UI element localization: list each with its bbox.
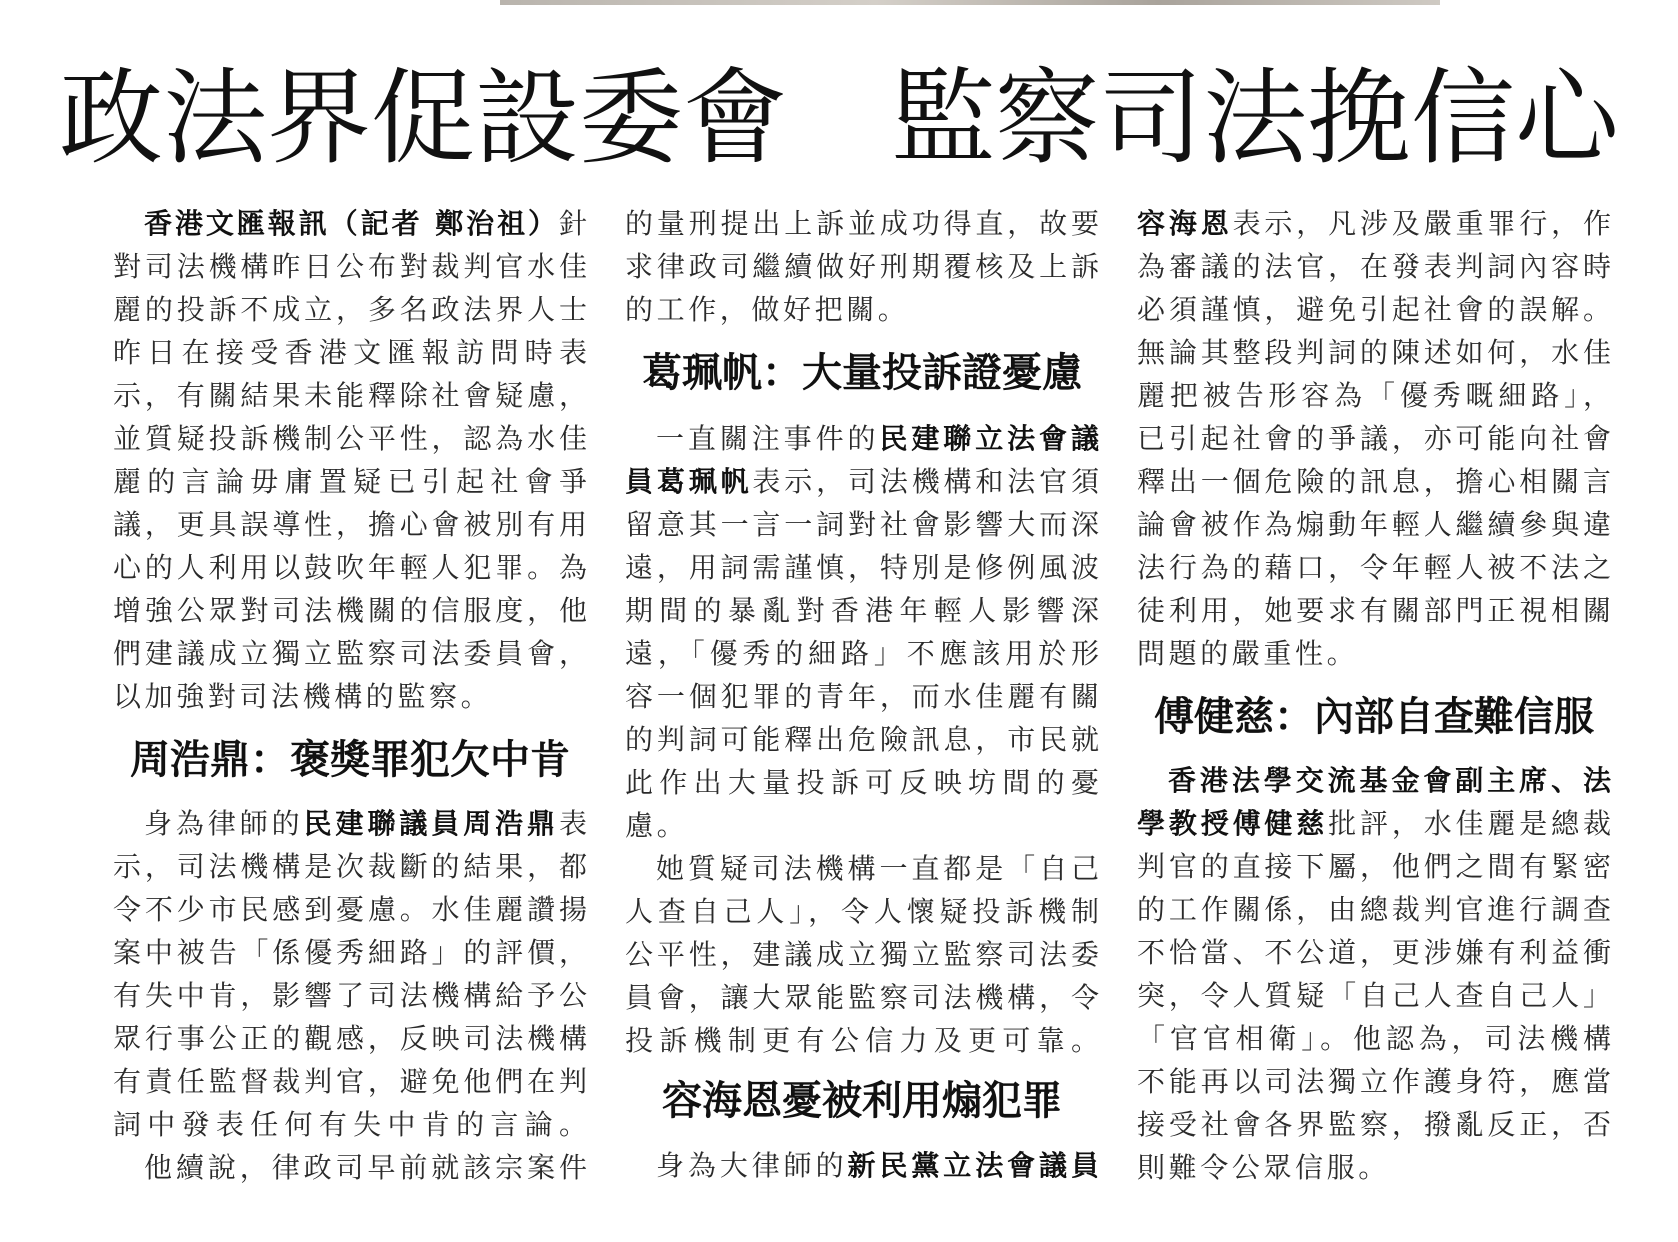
text-line [1137,931,1611,974]
text-line [113,845,587,888]
text-line [625,718,1099,761]
bold-name-text: 民建聯議員周浩鼎 [303,807,559,840]
bold-name-text: 容海恩 [1137,207,1233,240]
text-line [625,245,1099,288]
text-line [625,804,1099,847]
paragraph [625,202,1099,331]
text-line [625,202,1099,245]
text-line [113,1146,587,1189]
text-line [1137,1060,1611,1103]
body-text: 麗的投訴不成立，多名政法界人士 [113,293,587,326]
body-text: 們建議成立獨立監察司法委員會， [113,637,587,670]
body-text: 容一個犯罪的青年，而水佳麗有關 [625,680,1099,713]
text-line [1137,460,1611,503]
body-text: 求律政司繼續做好刑期覆核及上訴 [625,250,1099,283]
body-text: 示，司法機構是次裁斷的結果，都 [113,850,587,883]
text-line [1137,802,1611,845]
photo-strip [500,0,1440,5]
text-line [625,890,1099,933]
body-text: 昨日在接受香港文匯報訪問時表 [113,336,587,369]
body-text: 增強公眾對司法機關的信服度，他 [113,594,587,627]
text-line [625,632,1099,675]
text-line [113,288,587,331]
subheading: 容海恩憂被利用煽犯罪 [662,1078,1062,1124]
text-line [1137,417,1611,460]
body-text: 問題的嚴重性。 [1137,637,1359,670]
headline: 政法界促設委會 監察司法挽信心 [58,57,1619,179]
text-line [113,974,587,1017]
text-line [1137,1103,1611,1146]
paragraph [1137,202,1611,675]
body-text: 示，有關結果未能釋除社會疑慮， [113,379,587,412]
body-text: 詞中發表任何有失中肯的言論。 [113,1108,587,1141]
paragraph [1137,759,1611,1189]
body-text: 麗的言論毋庸置疑已引起社會爭 [113,465,587,498]
text-line [625,761,1099,804]
bold-name-text: 香港法學交流基金會副主席、法 [1168,764,1611,797]
body-text: 投訴機制更有公信力及更可靠。 [625,1024,1099,1057]
text-line [625,1144,1099,1187]
body-text: 表 [558,807,587,840]
text-line [113,331,587,374]
text-line [1137,1146,1611,1189]
text-line [113,802,587,845]
body-text: 論會被作為煽動年輕人繼續參與違 [1137,508,1611,541]
body-text: 表示，凡涉及嚴重罪行，作 [1232,207,1611,240]
body-text: 期間的暴亂對香港年輕人影響深 [625,594,1099,627]
paragraph [113,202,587,718]
body-text: 不恰當、不公道，更涉嫌有利益衝 [1137,936,1611,969]
bold-name-text: 員葛珮帆 [625,465,753,498]
text-line [113,1017,587,1060]
text-line [1137,1017,1611,1060]
text-line [1137,845,1611,888]
text-line [113,1103,587,1146]
body-text: 的判詞可能釋出危險訊息，市民就 [625,723,1099,756]
text-line [625,589,1099,632]
body-text: 慮。 [625,809,689,842]
body-text: 的工作，做好把關。 [625,293,910,326]
body-text: 批評，水佳麗是總裁 [1328,807,1611,840]
body-text: 身為律師的 [144,807,304,840]
body-text: 表示，司法機構和法官須 [752,465,1099,498]
body-text: 對司法機構昨日公布對裁判官水佳 [113,250,587,283]
body-text: 人查自己人」，令人懷疑投訴機制 [625,895,1099,928]
text-line [113,675,587,718]
body-text: 他續說，律政司早前就該宗案件 [144,1151,587,1184]
text-line [625,675,1099,718]
body-text: 有失中肯，影響了司法機構給予公 [113,979,587,1012]
body-text: 無論其整段判詞的陳述如何，水佳 [1137,336,1611,369]
text-line [1137,202,1611,245]
text-line [625,288,1099,331]
text-line [113,546,587,589]
body-text: 令不少市民感到憂慮。水佳麗讚揚 [113,893,587,926]
text-line [1137,288,1611,331]
text-line [113,417,587,460]
body-text: 針 [558,207,587,240]
text-line [113,888,587,931]
text-line [625,546,1099,589]
text-line [1137,888,1611,931]
text-line [113,632,587,675]
body-text: 法行為的藉口，令年輕人被不法之 [1137,551,1611,584]
body-text: 徒利用，她要求有關部門正視相關 [1137,594,1611,627]
text-line [1137,331,1611,374]
subheading-block [625,345,1099,401]
text-line [113,503,587,546]
body-text: 遠，「優秀的細路」不應該用於形 [625,637,1099,670]
body-text: 突，令人質疑「自己人查自己人」 [1137,979,1611,1012]
text-line [625,460,1099,503]
text-line [1137,503,1611,546]
text-line [625,933,1099,976]
text-line [625,1019,1099,1062]
body-text: 以加強對司法機構的監察。 [113,680,493,713]
body-text: 員會，讓大眾能監察司法機構，令 [625,981,1099,1014]
body-text: 「官官相衛」。他認為，司法機構 [1137,1022,1611,1055]
body-text: 必須謹慎，避免引起社會的誤解。 [1137,293,1611,326]
text-line [1137,374,1611,417]
body-text: 此作出大量投訴可反映坊間的憂 [625,766,1099,799]
paragraph [625,417,1099,1062]
text-line [1137,245,1611,288]
text-line [625,417,1099,460]
body-text: 案中被告「係優秀細路」的評價， [113,936,587,969]
subheading: 周浩鼎：褒獎罪犯欠中肯 [130,737,570,783]
subheading-block [113,732,587,788]
body-text: 議，更具誤導性，擔心會被別有用 [113,508,587,541]
body-text: 她質疑司法機構一直都是「自己 [656,852,1099,885]
body-text: 有責任監督裁判官，避免他們在判 [113,1065,587,1098]
text-line [625,847,1099,890]
bold-name-text: 學教授傅健慈 [1137,807,1329,840]
text-line [1137,632,1611,675]
body-text: 一直關注事件的 [656,422,880,455]
subheading-block [1137,689,1611,745]
text-line [1137,974,1611,1017]
body-text: 的工作關係，由總裁判官進行調查 [1137,893,1611,926]
text-line [625,503,1099,546]
body-text: 身為大律師的 [656,1149,848,1182]
text-line [1137,759,1611,802]
body-text: 接受社會各界監察，撥亂反正，否 [1137,1108,1611,1141]
body-text: 為審議的法官，在發表判詞內容時 [1137,250,1611,283]
subheading: 葛珮帆：大量投訴證憂慮 [642,350,1082,396]
body-text: 判官的直接下屬，他們之間有緊密 [1137,850,1611,883]
body-text: 並質疑投訴機制公平性，認為水佳 [113,422,587,455]
body-text: 則難令公眾信服。 [1137,1151,1390,1184]
body-text: 麗把被告形容為「優秀嘅細路」， [1137,379,1611,412]
body-text: 心的人利用以鼓吹年輕人犯罪。為 [113,551,587,584]
bold-name-text: 新民黨立法會議員 [847,1149,1099,1182]
bold-name-text: 民建聯立法會議 [879,422,1099,455]
body-text: 不能再以司法獨立作護身符，應當 [1137,1065,1611,1098]
paragraph [113,802,587,1189]
body-text: 眾行事公正的觀感，反映司法機構 [113,1022,587,1055]
text-line [113,931,587,974]
text-line [1137,589,1611,632]
body-text: 已引起社會的爭議，亦可能向社會 [1137,422,1611,455]
text-line [113,245,587,288]
body-text: 留意其一言一詞對社會影響大而深 [625,508,1099,541]
text-line [113,202,587,245]
subheading-block [625,1073,1099,1129]
text-line [113,460,587,503]
body-text: 遠，用詞需謹慎，特別是修例風波 [625,551,1099,584]
body-text: 釋出一個危險的訊息，擔心相關言 [1137,465,1611,498]
text-line [113,374,587,417]
text-line [113,1060,587,1103]
subheading: 傅健慈：內部自查難信服 [1154,694,1594,740]
text-line [625,976,1099,1019]
text-line [1137,546,1611,589]
bold-name-text: 香港文匯報訊（記者 鄭治祖） [144,207,559,240]
body-text: 公平性，建議成立獨立監察司法委 [625,938,1099,971]
body-text: 的量刑提出上訴並成功得直，故要 [625,207,1099,240]
paragraph [625,1144,1099,1187]
text-line [113,589,587,632]
